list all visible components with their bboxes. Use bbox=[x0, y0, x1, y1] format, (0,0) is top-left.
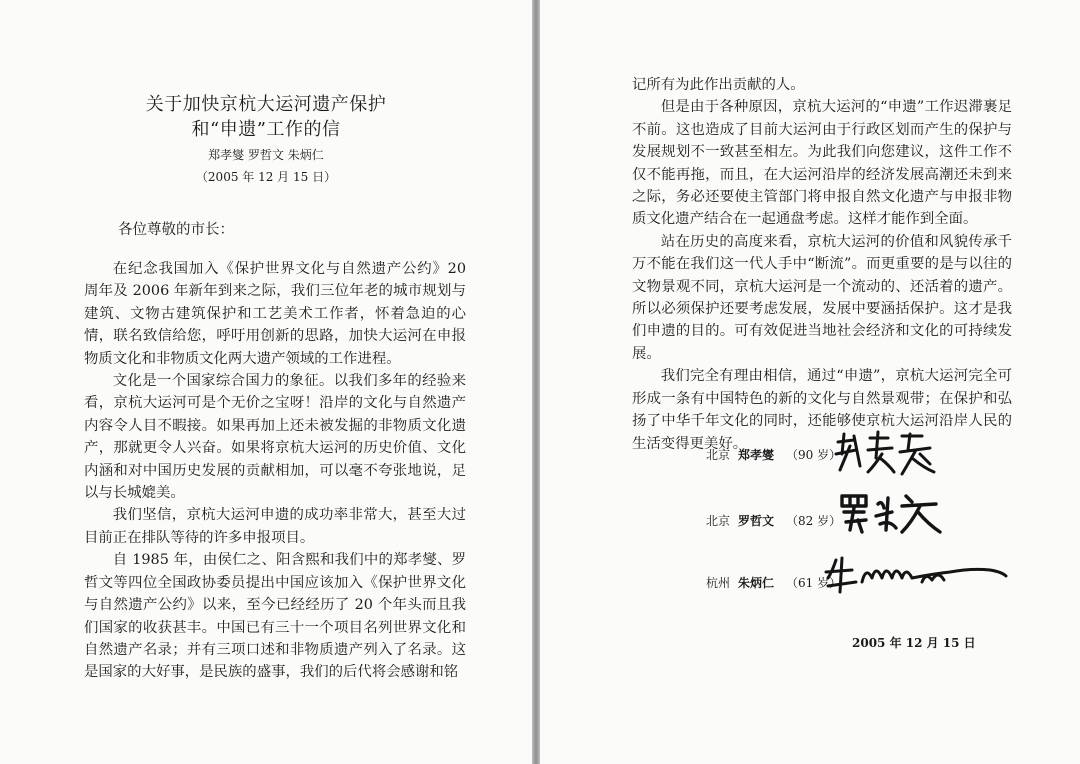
paragraph: 我们坚信，京杭大运河申遗的成功率非常大，甚至大过目前正在排队等待的许多申报项目。 bbox=[84, 507, 466, 546]
handwritten-signature-1 bbox=[830, 428, 940, 480]
paragraph: 但是由于各种原因，京杭大运河的“申遗”工作迟滞裹足不前。这也造成了目前大运河由于行政区划而产生的保护与发展规划不一致甚至相左。为此我们向您建议，这件工作不仅不能再拖，而且，在大运河沿岸的经济发展高潮还未到来之际，务必还要使主管部门将申报自然文化遗产与申报非物质文化遗产结合在一起通盘考虑。这样才能作到全面。 bbox=[632, 99, 1012, 228]
paragraph: 自 1985 年，由侯仁之、阳含熙和我们中的郑孝燮、罗哲文等四位全国政协委员提出中国应该加入《保护世界文化与自然遗产公约》以来，至今已经经历了 20 个年头而且我们国家的收获甚丰。中国已有三十一个项目名列世界文化和自然遗产名录；并有三项口述和非物质遗产列入了名录。这是国家的大好事，是民族的盛事，我们的后代将会感谢和铭 bbox=[84, 552, 466, 681]
book-gutter bbox=[532, 0, 540, 764]
signature-row bbox=[706, 512, 841, 529]
signature-age: （82 岁） bbox=[786, 514, 842, 528]
paragraph: 在纪念我国加入《保护世界文化与自然遗产公约》20 周年及 2006 年新年到来之际，我们三位年老的城市规划与建筑、文物古建筑保护和工艺美术工作者，怀着急迫的心情，联名致信给您，呼吁用创新的思路，加快大运河在申报物质文化和非物质文化两大遗产领域的工作进程。 bbox=[84, 261, 466, 367]
salutation: 各位尊敬的市长： bbox=[118, 222, 234, 238]
signature-age: （90 岁） bbox=[786, 448, 842, 462]
handwritten-signature-2 bbox=[836, 490, 946, 536]
title-line-1: 关于加快京杭大运河遗产保护 bbox=[145, 94, 387, 115]
footer-date: 2005 年 12 月 15 日 bbox=[852, 636, 976, 650]
title-line-2: 和“申遗”工作的信 bbox=[191, 119, 341, 140]
signature-city: 杭州 bbox=[706, 576, 731, 590]
signature-city: 北京 bbox=[706, 514, 731, 528]
handwritten-signature-3 bbox=[822, 552, 1012, 598]
signature-name: 郑孝燮 bbox=[738, 448, 775, 462]
paragraph: 我们完全有理由相信，通过“申遗”，京杭大运河完全可形成一条有中国特色的新的文化与自然景观带；在保护和弘扬了中华千年文化的同时，还能够使京杭大运河沿岸人民的生活变得更美好。 bbox=[632, 368, 1012, 452]
header-date: （2005 年 12 月 15 日） bbox=[195, 170, 337, 184]
paragraph: 文化是一个国家综合国力的象征。以我们多年的经验来看，京杭大运河可是个无价之宝呀！沿岸的文化与自然遗产内容令人目不暇接。如果再加上还未被发掘的非物质文化遗产，那就更令人兴奋。如果将京杭大运河的历史价值、文化内涵和对中国历史发展的贡献相加，可以毫不夸张地说，足以与长城媲美。 bbox=[84, 373, 466, 502]
letter-header bbox=[0, 92, 532, 186]
authors: 郑孝燮 罗哲文 朱炳仁 bbox=[208, 148, 324, 162]
paragraph-continuation: 记所有为此作出贡献的人。 bbox=[632, 77, 805, 93]
right-body bbox=[632, 74, 1012, 455]
signature-name: 朱炳仁 bbox=[738, 576, 775, 590]
signature-row bbox=[706, 446, 841, 463]
signature-age: （61 岁） bbox=[786, 576, 842, 590]
signature-name: 罗哲文 bbox=[738, 514, 775, 528]
signature-city: 北京 bbox=[706, 448, 731, 462]
left-body bbox=[84, 258, 466, 684]
paragraph: 站在历史的高度来看，京杭大运河的价值和风貌传承千万不能在我们这一代人手中“断流”。而更重要的是与以往的文物景观不同，京杭大运河是一个流动的、还活着的遗产。所以必须保护还要考虑发展，发展中要涵括保护。这才是我们申遗的目的。可有效促进当地社会经济和文化的可持续发展。 bbox=[632, 233, 1012, 362]
signature-row bbox=[706, 574, 841, 591]
